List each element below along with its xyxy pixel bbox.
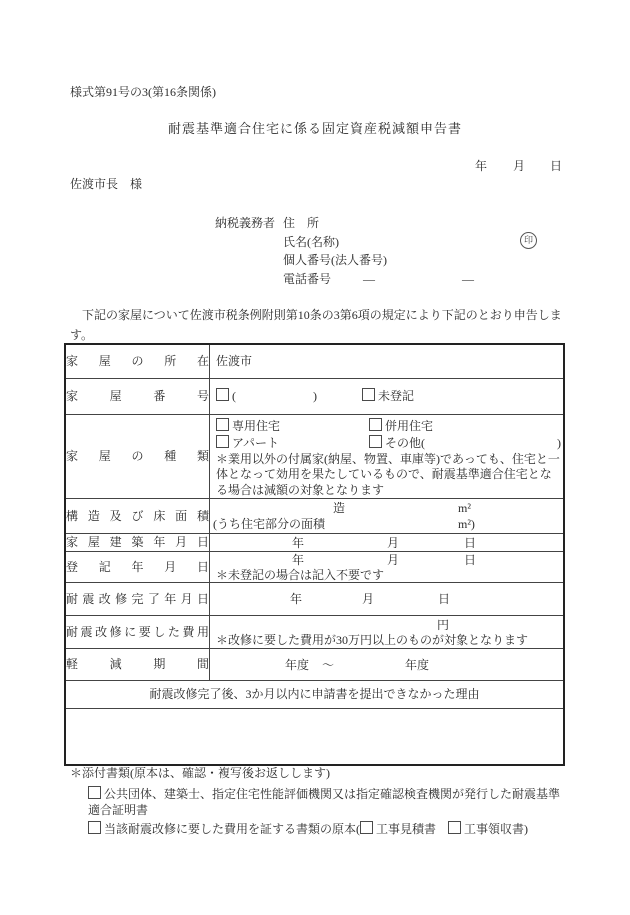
name-label: 氏名(名称) bbox=[283, 234, 339, 249]
phone-separator: — bbox=[462, 271, 474, 286]
registry-day-label: 日 bbox=[464, 553, 477, 567]
apartment-label: アパート bbox=[232, 435, 280, 450]
phone-label: 電話番号 bbox=[283, 271, 332, 286]
checkbox-unregistered[interactable] bbox=[362, 388, 375, 401]
house-location-field[interactable] bbox=[210, 344, 565, 378]
house-number-paren-open: ( bbox=[232, 389, 236, 403]
late-reason-input-area[interactable] bbox=[65, 709, 564, 765]
house-kind-label: 家屋の種類 bbox=[65, 414, 210, 499]
retrofit-month-label: 月 bbox=[362, 592, 375, 606]
estimate-label: 工事見積書 bbox=[376, 822, 437, 836]
taxpayer-heading: 納税義務者 bbox=[215, 216, 276, 230]
page-title: 耐震基準適合住宅に係る固定資産税減額申告書 bbox=[167, 121, 462, 136]
other-label: その他( bbox=[385, 435, 425, 450]
receipt-label: 工事領収書 bbox=[464, 822, 525, 836]
registry-note: ＊未登記の場合は記入不要です bbox=[216, 568, 385, 582]
row-structure-area bbox=[65, 499, 564, 534]
cost-proof-paren-close: ) bbox=[524, 822, 529, 836]
row-built-date bbox=[65, 534, 564, 552]
fiscal-year-to-label: 年度 bbox=[405, 657, 430, 672]
area-unit: m² bbox=[458, 501, 471, 515]
taxpayer-phone-field[interactable] bbox=[283, 271, 543, 290]
date-month-label: 月 bbox=[513, 159, 526, 173]
other-paren-close: ) bbox=[557, 435, 561, 450]
reduction-period-label: 軽減期間 bbox=[65, 649, 210, 681]
taxpayer-address-field[interactable] bbox=[283, 215, 543, 234]
built-month-label: 月 bbox=[387, 535, 400, 550]
dedicated-house-label: 専用住宅 bbox=[232, 418, 281, 433]
certificate-label: 公共団体、建築士、指定住宅性能評価機関又は指定確認検査機関が発行した耐震基準適合証明書 bbox=[88, 787, 561, 817]
retrofit-date-field[interactable] bbox=[210, 583, 565, 616]
reduction-period-field[interactable] bbox=[210, 649, 565, 681]
checkbox-cost-proof[interactable] bbox=[88, 821, 101, 834]
intro-text: 下記の家屋について佐渡市税条例附則第10条の3第6項の規定により下記のとおり申告します。 bbox=[70, 308, 562, 342]
taxpayer-id-field[interactable] bbox=[283, 252, 543, 271]
checkbox-estimate[interactable] bbox=[360, 821, 373, 834]
registry-date-field[interactable] bbox=[210, 552, 565, 583]
unregistered-label: 未登記 bbox=[378, 389, 415, 403]
declaration-table bbox=[64, 343, 565, 766]
built-day-label: 日 bbox=[464, 535, 477, 550]
attachments-section bbox=[70, 765, 567, 837]
form-number: 様式第91号の3(第16条関係) bbox=[70, 85, 216, 99]
row-house-kind bbox=[65, 414, 564, 499]
row-late-reason-header bbox=[65, 681, 564, 709]
addressee: 佐渡市長 様 bbox=[70, 177, 143, 191]
registry-date-label: 登記年月日 bbox=[65, 552, 210, 583]
checkbox-dedicated-house[interactable] bbox=[216, 418, 229, 431]
attachment-item-certificate bbox=[88, 786, 567, 818]
house-kind-note: ＊業用以外の付属家(納屋、物置、車庫等)であっても、住宅と一体となって効用を果たしているもので、耐震基準適合住宅となる場合は減額の対象となります bbox=[216, 451, 560, 497]
checkbox-apartment[interactable] bbox=[216, 435, 229, 448]
phone-separator: — bbox=[363, 271, 375, 286]
house-number-label: 家屋番号 bbox=[65, 378, 210, 414]
registry-month-label: 月 bbox=[387, 553, 400, 567]
row-house-location bbox=[65, 344, 564, 378]
date-day-label: 日 bbox=[550, 159, 563, 173]
gap bbox=[436, 822, 448, 836]
date-year-label: 年 bbox=[475, 159, 488, 173]
late-reason-header: 耐震改修完了後、3か月以内に申請書を提出できなかった理由 bbox=[65, 681, 564, 709]
house-kind-field[interactable] bbox=[210, 414, 565, 499]
row-registry-date bbox=[65, 552, 564, 583]
row-late-reason-input bbox=[65, 709, 564, 765]
cost-unit-label: 円 bbox=[437, 618, 450, 632]
row-retrofit-cost bbox=[65, 616, 564, 649]
house-number-paren-close: ) bbox=[313, 389, 317, 403]
structure-area-label: 構造及び床面積 bbox=[65, 499, 210, 534]
row-retrofit-date bbox=[65, 583, 564, 616]
retrofit-date-label: 耐震改修完了年月日 bbox=[65, 583, 210, 616]
house-location-value: 佐渡市 bbox=[216, 354, 253, 369]
row-house-number bbox=[65, 378, 564, 414]
taxpayer-name-field[interactable] bbox=[283, 234, 543, 253]
built-year-label: 年 bbox=[292, 535, 305, 550]
built-date-field[interactable] bbox=[210, 534, 565, 552]
row-reduction-period bbox=[65, 649, 564, 681]
address-label: 住 所 bbox=[283, 216, 320, 230]
housing-part-label: (うち住宅部分の面積 bbox=[213, 517, 325, 531]
attachment-item-cost-proof bbox=[88, 821, 567, 837]
cost-note: ＊改修に要した費用が30万円以上のものが対象となります bbox=[216, 633, 529, 647]
checkbox-combined-house[interactable] bbox=[369, 418, 382, 431]
registry-year-label: 年 bbox=[292, 553, 305, 567]
retrofit-day-label: 日 bbox=[438, 592, 451, 606]
structure-area-field[interactable] bbox=[210, 499, 565, 534]
period-tilde: ～ bbox=[322, 657, 335, 672]
checkbox-house-number[interactable] bbox=[216, 388, 229, 401]
cost-proof-label: 当該耐震改修に要した費用を証する書類の原本( bbox=[104, 822, 360, 836]
taxpayer-block bbox=[283, 215, 543, 289]
seal-mark: 印 bbox=[520, 232, 537, 249]
retrofit-year-label: 年 bbox=[290, 592, 303, 606]
checkbox-certificate[interactable] bbox=[88, 786, 101, 799]
area-unit-close: m²) bbox=[458, 517, 475, 531]
retrofit-cost-field[interactable] bbox=[210, 616, 565, 649]
house-location-label: 家屋の所在 bbox=[65, 344, 210, 378]
checkbox-other[interactable] bbox=[369, 435, 382, 448]
attachments-heading: ＊添付書類(原本は、確認・複写後お返しします) bbox=[70, 766, 330, 780]
id-label: 個人番号(法人番号) bbox=[283, 253, 387, 267]
fiscal-year-from-label: 年度 bbox=[285, 657, 310, 672]
house-number-field[interactable] bbox=[210, 378, 565, 414]
checkbox-receipt[interactable] bbox=[448, 821, 461, 834]
combined-house-label: 併用住宅 bbox=[385, 418, 434, 433]
retrofit-cost-label: 耐震改修に要した費用 bbox=[65, 616, 210, 649]
structure-suffix: 造 bbox=[333, 501, 346, 515]
built-date-label: 家屋建築年月日 bbox=[65, 534, 210, 552]
